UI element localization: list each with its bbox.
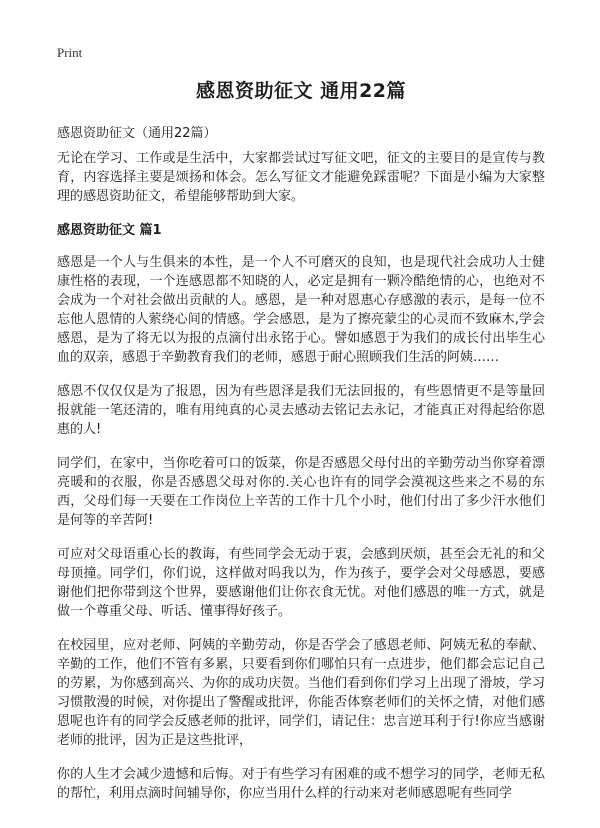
body-paragraph: 感恩是一个人与生俱来的本性，是一个人不可磨灭的良知，也是现代社会成功人士健康性格的表现，一个连感恩都不知晓的人，必定是拥有一颗冷酷绝情的心，也绝对不会成为一个对社会做出贡献的人。感恩，是一种对恩惠心存感激的表示，是每一位不忘他人恩情的人萦绕心间的情感。学会感恩，是为了擦亮蒙尘的心灵而不致麻木,学会感恩，是为了将无以为报的点滴付出永铭于心。譬如感恩于为我们的成长付出毕生心血的双亲，感恩于辛勤教育我们的老师，感恩于耐心照顾我们生活的阿姨…… [57, 255, 545, 365]
document-title: 感恩资助征文 通用22篇 [195, 80, 407, 102]
body-paragraph: 你的人生才会减少遗憾和后悔。对于有些学习有困难的或不想学习的同学，老师无私的帮忙，利用点滴时间辅导你，你应当用什么样的行动来对老师感恩呢有些同学 [57, 767, 545, 801]
section-heading: 感恩资助征文 篇1 [57, 223, 162, 238]
body-paragraph: 在校园里，应对老师、阿姨的辛勤劳动，你是否学会了感恩老师、阿姨无私的奉献、辛勤的工作，他们不管有多累，只要看到你们哪怕只有一点进步，他们都会忘记自己的劳累，为你感到高兴、为你的成功庆贺。当他们看到你们学习上出现了滑坡，学习习惯散漫的时候，对你提出了警醒或批评，你能否体察老师们的关怀之情，对他们感恩呢也许有的同学会反感老师的批评，同学们，请记住：忠言逆耳利于行!你应当感谢老师的批评，因为正是这些批评， [57, 638, 545, 748]
document-body [57, 149, 545, 818]
document-subtitle: 感恩资助征文（通用22篇） [57, 126, 217, 141]
body-paragraph: 可应对父母语重心长的教诲，有些同学会无动于衷，会感到厌烦，甚至会无礼的和父母顶撞。同学们，你们说，这样做对吗我以为，作为孩子，要学会对父母感恩，要感谢他们把你带到这个世界，要感谢他们让你衣食无忧。对他们感恩的唯一方式，就是做一个尊重父母、听话、懂事得好孩子。 [57, 547, 545, 619]
body-paragraph: 感恩不仅仅仅是为了报恩，因为有些恩泽是我们无法回报的，有些恩情更不是等量回报就能一笔还清的，唯有用纯真的心灵去感动去铭记去永记，才能真正对得起给你恩惠的人! [57, 384, 545, 437]
intro-paragraph: 无论在学习、工作或是生活中，大家都尝试过写征文吧，征文的主要目的是宣传与教育，内容选择主要是颂扬和体会。怎么写征文才能避免踩雷呢？下面是小编为大家整理的感恩资助征文，希望能够帮助到大家。 [57, 151, 545, 204]
print-label: Print [57, 45, 83, 60]
body-paragraph: 同学们，在家中，当你吃着可口的饭菜，你是否感恩父母付出的辛勤劳动当你穿着漂亮暖和的衣服，你是否感恩父母对你的.关心也许有的同学会漠视这些来之不易的东西，父母们每一天要在工作岗位上辛苦的工作十几个小时，他们付出了多少汗水他们是何等的辛苦阿! [57, 456, 545, 528]
